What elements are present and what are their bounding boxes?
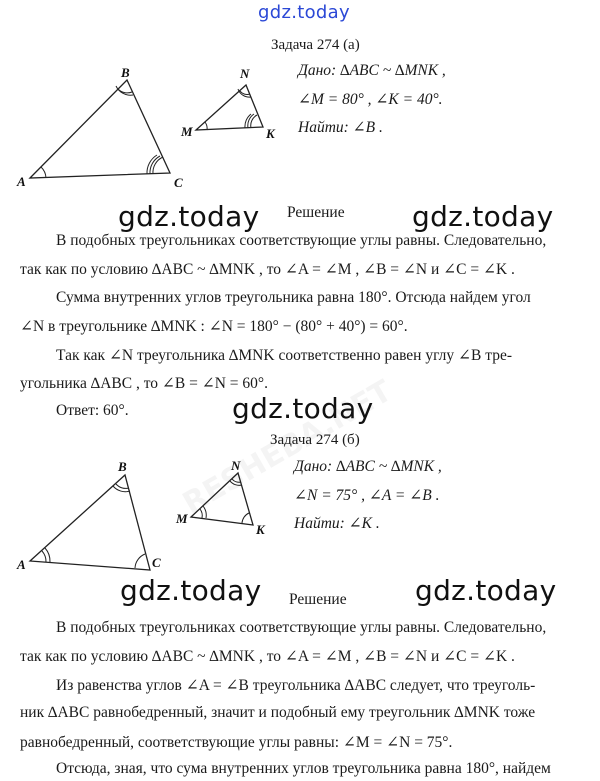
task-a-given-2: ∠M = 80° , ∠K = 40°. (298, 91, 443, 108)
task-a-p6: угольника ∆ABC , то ∠B = ∠N = 60°. (20, 375, 268, 392)
watermark-a-mid: gdz.today (232, 392, 374, 425)
label-m-b: M (176, 511, 188, 526)
task-a-p2: так как по условию ∆ABC ~ ∆MNK , то ∠A = ∠M , ∠B = ∠N и ∠C = ∠K . (20, 261, 515, 278)
label-a-b: A (17, 557, 26, 572)
task-a-title: Задача 274 (а) (271, 37, 360, 53)
watermark-b-right: gdz.today (415, 574, 557, 607)
task-b-p5: равнобедренный, соответствующие углы равны: ∠M = ∠N = 75°. (20, 734, 453, 751)
label-n: N (240, 66, 250, 81)
label-a: A (17, 174, 26, 189)
task-a-p4: ∠N в треугольнике ∆MNK : ∠N = 180° − (80° + 40°) = 60°. (20, 318, 408, 335)
angle-a-arc (41, 167, 46, 178)
label-m: M (181, 124, 193, 139)
task-b-given-3: Найти: ∠K . (294, 515, 380, 532)
label-b: B (121, 65, 130, 80)
task-a-figure (0, 60, 290, 200)
task-a-given-1: Дано: ∆ABC ~ ∆MNK , (298, 62, 446, 79)
angle-c-arc (153, 157, 163, 174)
label-c: C (174, 175, 183, 190)
angle-k-arc (251, 115, 257, 128)
task-b-p3: Из равенства углов ∠A = ∠B треугольника ∆ABC следует, что треуголь- (56, 677, 536, 694)
task-a-solution-title: Решение (287, 204, 345, 221)
label-k: K (266, 126, 275, 141)
task-b-given-1: Дано: ∆ABC ~ ∆MNK , (294, 458, 442, 475)
angle-m-arc (205, 122, 207, 130)
angle-m-arc-b (200, 509, 202, 518)
task-b-p1: В подобных треугольниках соответствующие углы равны. Следовательно, (56, 619, 547, 636)
task-a-p1: В подобных треугольниках соответствующие углы равны. Следовательно, (56, 232, 547, 249)
watermark-top: gdz.today (258, 2, 350, 23)
task-a-answer: Ответ: 60°. (56, 402, 129, 419)
label-n-b: N (231, 458, 241, 473)
watermark-b-left: gdz.today (120, 574, 262, 607)
task-a-p3: Сумма внутренних углов треугольника равна 180°. Отсюда найдем угол (56, 289, 531, 306)
triangle-abc-b (30, 475, 150, 570)
watermark-a-left: gdz.today (118, 200, 260, 233)
task-b-title: Задача 274 (б) (270, 432, 360, 448)
label-c-b: C (152, 555, 161, 570)
watermark-a-right: gdz.today (412, 200, 554, 233)
task-b-p6: Отсюда, зная, что сума внутренних углов треугольника равна 180°, найдем (56, 760, 551, 777)
task-a-p5: Так как ∠N треугольника ∆MNK соответственно равен углу ∠B тре- (56, 347, 512, 364)
label-b-b: B (118, 459, 127, 474)
task-a-given-3: Найти: ∠B . (298, 119, 383, 136)
task-b-p4: ник ∆ABC равнобедренный, значит и подобный ему треугольник ∆MNK тоже (20, 704, 536, 721)
task-b-p2: так как по условию ∆ABC ~ ∆MNK , то ∠A = ∠M , ∠B = ∠N и ∠C = ∠K . (20, 648, 515, 665)
angle-a-arc-b (42, 551, 46, 562)
label-k-b: K (256, 522, 265, 537)
angle-c-arc-b (135, 554, 145, 568)
task-b-solution-title: Решение (289, 591, 347, 608)
task-b-figure (0, 455, 290, 585)
angle-k-arc-b (242, 513, 249, 523)
task-b-given-2: ∠N = 75° , ∠A = ∠B . (294, 487, 440, 504)
